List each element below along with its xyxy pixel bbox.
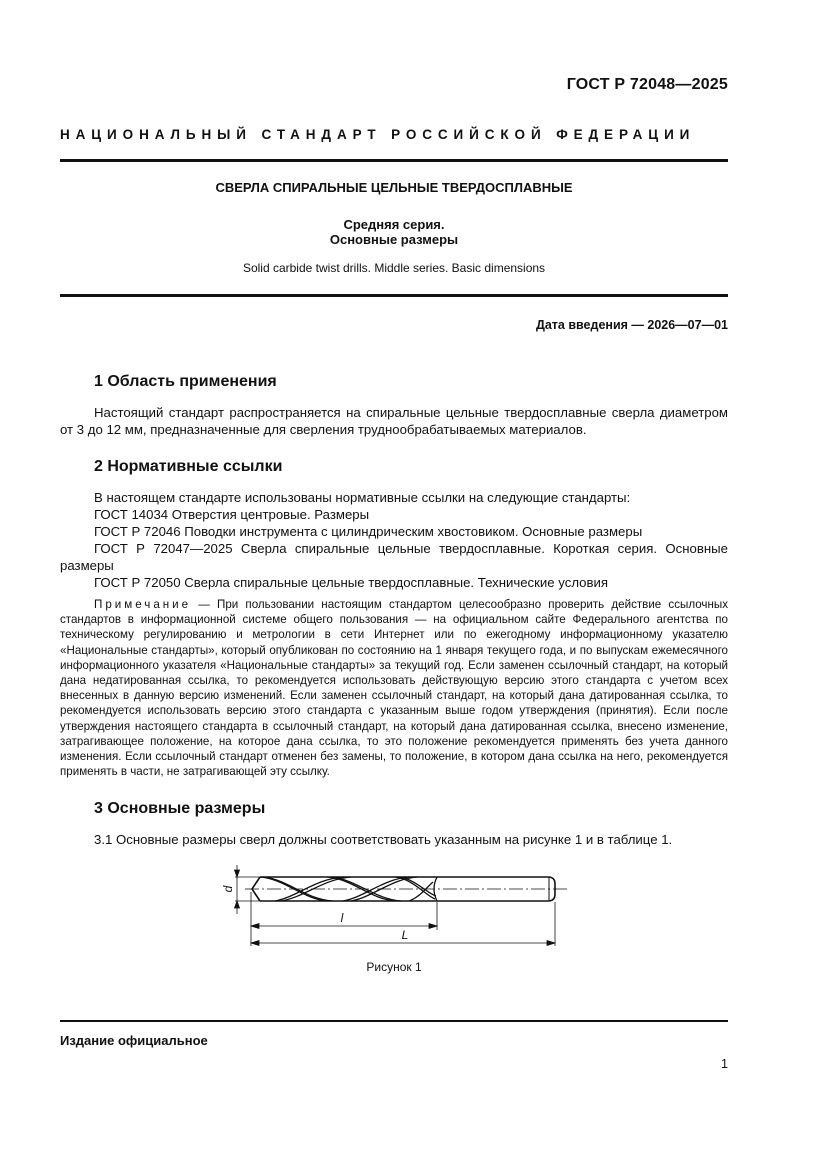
document-subtitle-line2: Основные размеры bbox=[329, 232, 459, 247]
official-edition-label: Издание официальное bbox=[60, 1033, 208, 1048]
section-1-text: Настоящий стандарт распространяется на спиральные цельные твердосплавные сверла диаметром от 3 до 12 мм, предназначенные для сверления труднообрабатываемых материалов. bbox=[60, 405, 728, 437]
diameter-dimension bbox=[235, 865, 261, 914]
note-label: Примечание bbox=[94, 598, 192, 611]
flute-length-dimension bbox=[251, 924, 437, 929]
header-divider bbox=[60, 159, 728, 162]
reference-item: ГОСТ 14034 Отверстия центровые. Размеры bbox=[94, 507, 370, 522]
footer-divider bbox=[60, 1020, 728, 1022]
section-2-heading: 2 Нормативные ссылки bbox=[94, 458, 283, 475]
drill-figure bbox=[215, 862, 575, 952]
flute-end-line bbox=[434, 877, 437, 901]
label-l: l bbox=[340, 911, 344, 925]
section-3-heading: 3 Основные размеры bbox=[94, 800, 266, 817]
page-number: 1 bbox=[721, 1057, 728, 1071]
section-1-heading: 1 Область применения bbox=[94, 373, 277, 390]
document-title: СВЕРЛА СПИРАЛЬНЫЕ ЦЕЛЬНЫЕ ТВЕРДОСПЛАВНЫЕ bbox=[215, 180, 573, 195]
document-subtitle-line1: Средняя серия. bbox=[343, 217, 445, 232]
english-title: Solid carbide twist drills. Middle series. Basic dimensions bbox=[242, 261, 546, 275]
section-3-text: 3.1 Основные размеры сверл должны соответствовать указанным на рисунке 1 и в таблице 1. bbox=[94, 832, 673, 847]
reference-item: ГОСТ Р 72047—2025 Сверла спиральные цельные твердосплавные. Короткая серия. Основные размеры bbox=[60, 541, 728, 573]
reference-item: ГОСТ Р 72046 Поводки инструмента с цилиндрическим хвостовиком. Основные размеры bbox=[94, 524, 643, 539]
normative-note bbox=[60, 597, 728, 779]
document-code: ГОСТ Р 72048—2025 bbox=[566, 76, 728, 93]
note-text: — При пользовании настоящим стандартом целесообразно проверить действие ссылочных стандартов в информационной системе общего пользования — на официальном сайте Федерального агентства по техническому регулированию и метрологии в сети Интернет или по ежегодному информационному указателю «Национальные стандарты», который опубликован по состоянию на 1 января текущего года, и по выпускам ежемесячного информационного указателя «Национальные стандарты» за текущий год. Если заменен ссылочный стандарт, на который дана недатированная ссылка, то рекомендуется использовать действующую версию этого стандарта с учетом всех внесенных в данную версию изменений. Если заменен ссылочный стандарт, на который дана датированная ссылка, то рекомендуется использовать версию этого стандарта с указанным выше годом утверждения (принятия). Если после утверждения настоящего стандарта в ссылочный стандарт, на который дана датированная ссылка, внесено изменение, затрагивающее положение, на которое дана ссылка, то это положение рекомендуется применять без учета данного изменения. Если ссылочный стандарт отменен без замены, то положение, в котором дана ссылка на него, рекомендуется применять в части, не затрагивающей эту ссылку. bbox=[60, 598, 728, 779]
title-divider bbox=[60, 294, 728, 297]
reference-item: ГОСТ Р 72050 Сверла спиральные цельные твердосплавные. Технические условия bbox=[94, 575, 609, 590]
national-standard-banner: НАЦИОНАЛЬНЫЙ СТАНДАРТ РОССИЙСКОЙ ФЕДЕРАЦИИ bbox=[60, 127, 696, 142]
label-L: L bbox=[401, 928, 409, 942]
figure-caption: Рисунок 1 bbox=[366, 960, 422, 974]
introduction-date: Дата введения — 2026—07—01 bbox=[535, 318, 728, 332]
section-2-intro: В настоящем стандарте использованы нормативные ссылки на следующие стандарты: bbox=[94, 490, 631, 505]
label-d: d bbox=[221, 885, 235, 893]
